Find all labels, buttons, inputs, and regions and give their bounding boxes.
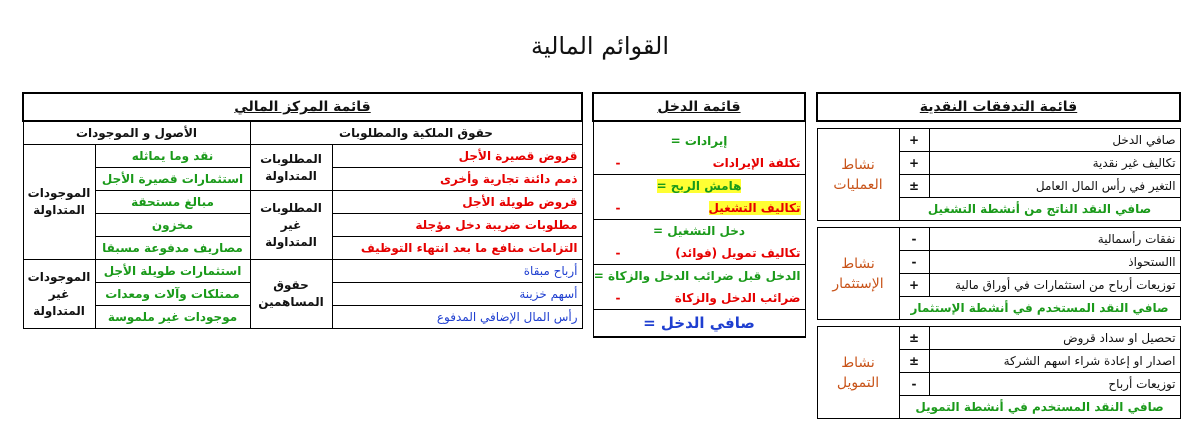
investing-total: صافي النقد المستخدم في أنشطة الإستثمار	[899, 297, 1180, 320]
cash-flow-item: التغير في رأس المال العامل	[929, 175, 1180, 198]
cash-flow-item: توزيعات أرباح	[929, 373, 1180, 396]
sign-cell: -	[899, 373, 929, 396]
sign-cell: +	[899, 152, 929, 175]
sign-cell: -	[899, 228, 929, 251]
cash-flow-item: نفقات رأسمالية	[929, 228, 1180, 251]
cash-flow-table	[816, 92, 1181, 419]
financing-costs-line	[593, 242, 805, 265]
liability-cell: مطلوبات ضريبة دخل مؤجلة	[332, 214, 582, 237]
equity-cell: رأس المال الإضافي المدفوع	[332, 306, 582, 329]
operating-costs-label: تكاليف التشغيل	[708, 201, 801, 215]
taxes-label: ضرائب الدخل والزكاة	[674, 291, 801, 305]
cash-flow-item: تحصيل او سداد قروض	[929, 327, 1180, 350]
noncurrent-liabilities-label: المطلوبات غير المتداولة	[250, 191, 332, 260]
financing-total: صافي النقد المستخدم في أنشطة التمويل	[899, 396, 1180, 419]
noncurrent-assets-label: الموجودات غير المتداولة	[23, 260, 95, 329]
current-liabilities-label: المطلوبات المتداولة	[250, 145, 332, 191]
balance-sheet-table	[22, 92, 583, 329]
sign-cell: -	[899, 251, 929, 274]
minus-sign: -	[615, 156, 621, 170]
sign-cell: ±	[899, 350, 929, 373]
page-title: القوائم المالية	[530, 32, 670, 60]
asset-cell: نقد وما يماثله	[95, 145, 250, 168]
liability-cell: التزامات منافع ما بعد انتهاء التوظيف	[332, 237, 582, 260]
operating-income-line: دخل التشغيل =	[593, 220, 805, 243]
income-statement-header: قائمة الدخل	[593, 93, 805, 121]
cost-of-revenue-label: تكلفة الإيرادات	[712, 156, 801, 170]
pretax-income-line: الدخل قبل ضرائب الدخل والزكاة =	[593, 265, 805, 288]
operating-costs-line	[593, 197, 805, 220]
equity-cell: أسهم خزينة	[332, 283, 582, 306]
balance-sheet-header: قائمة المركز المالي	[23, 93, 582, 121]
liability-cell: قروض طويلة الأجل	[332, 191, 582, 214]
cash-flow-header: قائمة التدفقات النقدية	[817, 93, 1180, 121]
current-assets-label: الموجودات المتداولة	[23, 145, 95, 260]
financing-activity-label: نشاط التمويل	[817, 327, 899, 419]
asset-cell: مبالغ مستحقة	[95, 191, 250, 214]
minus-sign: -	[615, 246, 621, 260]
liabilities-equity-header: حقوق الملكية والمطلوبات	[250, 121, 582, 145]
asset-cell: ممتلكات وآلات ومعدات	[95, 283, 250, 306]
sign-cell: +	[899, 129, 929, 152]
liability-cell: قروض قصيرة الأجل	[332, 145, 582, 168]
asset-cell: استثمارات قصيرة الأجل	[95, 168, 250, 191]
assets-header: الأصول و الموجودات	[23, 121, 250, 145]
asset-cell: موجودات غير ملموسة	[95, 306, 250, 329]
operating-activity-label: نشاط العمليات	[817, 129, 899, 221]
equity-cell: أرباح مبقاة	[332, 260, 582, 283]
cash-flow-item: اصدار او إعادة شراء اسهم الشركة	[929, 350, 1180, 373]
gross-margin-line	[593, 175, 805, 198]
income-statement-table	[592, 92, 806, 338]
cash-flow-item: صافي الدخل	[929, 129, 1180, 152]
net-income-line: صافي الدخل =	[593, 310, 805, 338]
taxes-line	[593, 287, 805, 310]
sign-cell: +	[899, 274, 929, 297]
cash-flow-item: تكاليف غير نقدية	[929, 152, 1180, 175]
financing-costs-label: تكاليف تمويل (فوائد)	[675, 246, 801, 260]
asset-cell: مخزون	[95, 214, 250, 237]
gross-margin-label: هامش الربح =	[656, 179, 742, 193]
revenue-line: إيرادات =	[593, 130, 805, 152]
cash-flow-item: توزيعات أرباح من استثمارات في أوراق مالية	[929, 274, 1180, 297]
cost-of-revenue-line	[593, 152, 805, 175]
equity-label: حقوق المساهمين	[250, 260, 332, 329]
asset-cell: مصاريف مدفوعة مسبقا	[95, 237, 250, 260]
cash-flow-item: االستحواذ	[929, 251, 1180, 274]
minus-sign: -	[615, 291, 621, 305]
asset-cell: استثمارات طويلة الأجل	[95, 260, 250, 283]
sign-cell: ±	[899, 175, 929, 198]
liability-cell: ذمم دائنة تجارية وأخرى	[332, 168, 582, 191]
investing-activity-label: نشاط الإستثمار	[817, 228, 899, 320]
minus-sign: -	[615, 201, 621, 215]
operating-total: صافي النقد الناتج من أنشطة التشغيل	[899, 198, 1180, 221]
sign-cell: ±	[899, 327, 929, 350]
